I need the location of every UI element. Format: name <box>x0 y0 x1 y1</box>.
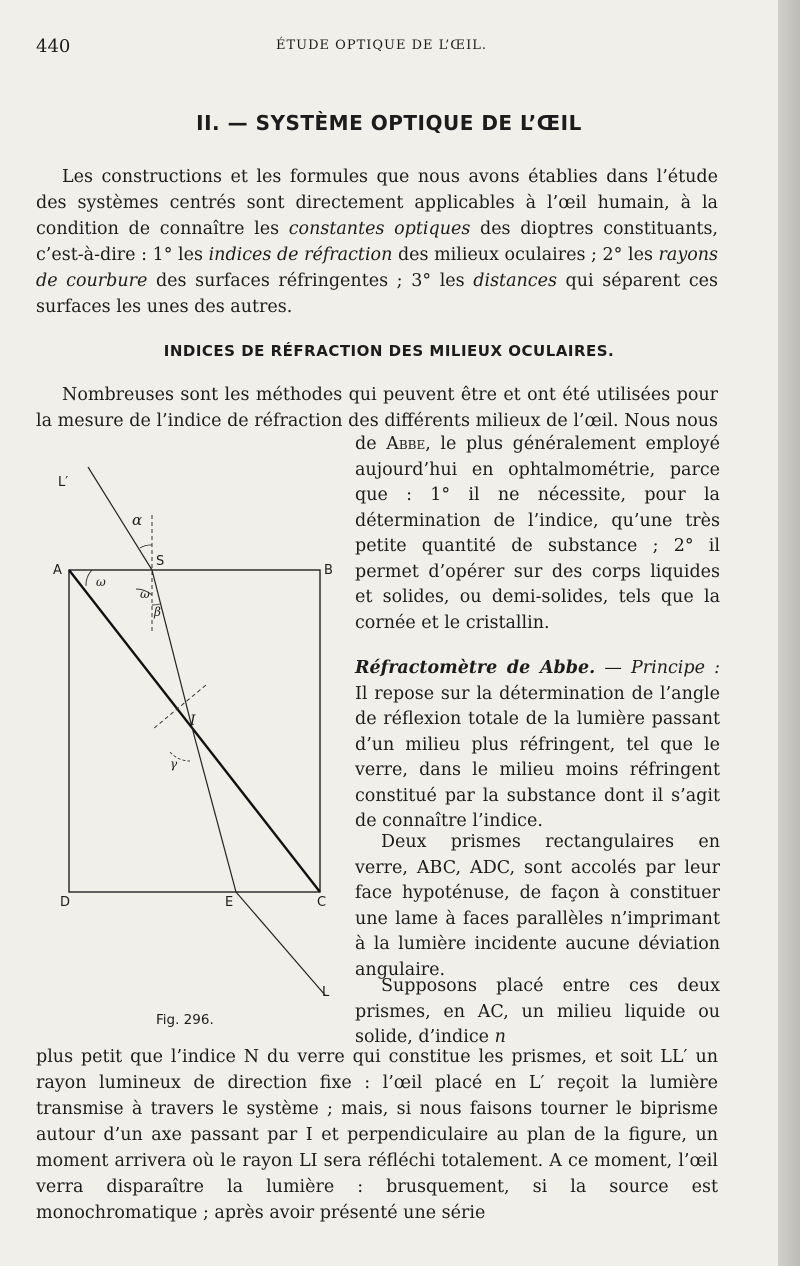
ray-E-L <box>236 892 325 995</box>
principle-paragraph: Réfractomètre de Abbe. — Principe : Il repose sur la détermination de l’angle de réflexion totale de la lumière passant d’un milieu plus réfringent, tel que le verre, dans le milieu moins réfringent constitué par la substance dont il s’agit de connaître l’indice. <box>355 658 720 831</box>
label-I: I <box>190 713 196 729</box>
label-beta: β <box>154 605 161 619</box>
label-L: L <box>322 985 330 1000</box>
angle-omega-arc <box>86 570 92 586</box>
section-paragraph-top: Nombreuses sont les méthodes qui peuvent être et ont été utilisées pour la mesure de l’indice de réfraction des différents milieux de l’œil. Nous nous <box>36 385 718 431</box>
figure-296 <box>40 455 340 1015</box>
label-A: A <box>53 563 62 578</box>
page-number: 440 <box>36 36 71 57</box>
intro-paragraph: Les constructions et les formules que nous avons établies dans l’étude des systèmes centrés sont directement applicables à l’œil humain, à la condition de connaître les constantes optiques des dioptres constituants, c’est-à-dire : 1° les indices de réfraction des milieux oculaires ; 2° les rayons de courbure des surfaces réfringentes ; 3° les distances qui séparent ces surfaces les unes des autres. <box>36 167 719 317</box>
page-header <box>36 32 736 62</box>
chapter-title: II. — SYSTÈME OPTIQUE DE L’ŒIL <box>196 111 582 135</box>
ray-L-prime-S <box>88 467 152 570</box>
ray-S-I <box>152 570 194 735</box>
page-edge <box>778 0 800 1266</box>
section-paragraph-continued: de Abbe, le plus généralement employé aujourd’hui en ophtalmométrie, parce que : 1° il ne nécessite, pour la détermination de l’indice, qu’une très petite quantité de substance ; 2° il permet d’opérer sur des corps liquides et solides, ou demi-solides, tels que la cornée et le cristallin. <box>355 434 720 633</box>
label-omega-2: ω <box>140 587 150 601</box>
figure-caption: Fig. 296. <box>156 1012 214 1028</box>
label-E: E <box>225 895 234 910</box>
angle-alpha-arc <box>140 545 152 548</box>
label-gamma: γ <box>170 757 178 771</box>
normal-at-I <box>153 685 207 728</box>
label-L-prime: L′ <box>58 475 69 490</box>
label-S: S <box>156 554 165 569</box>
label-B: B <box>324 563 333 578</box>
label-C: C <box>317 895 327 910</box>
label-alpha: α <box>132 511 143 529</box>
running-title: ÉTUDE OPTIQUE DE L’ŒIL. <box>276 38 487 53</box>
prisms-paragraph: Deux prismes rectangulaires en verre, ABC, ADC, sont accolés par leur face hypoténuse, de façon à constituer une lame à faces parallèles n’imprimant à la lumière incidente aucune déviation angulaire. <box>355 832 720 980</box>
suppose-paragraph-continued: plus petit que l’indice N du verre qui constitue les prismes, et soit LL′ un rayon lumineux de direction fixe : l’œil placé en L′ reçoit la lumière transmise à travers le système ; mais, si nous faisons tourner le biprisme autour d’un axe passant par I et perpendiculaire au plan de la figure, un moment arrivera où le rayon LI sera réfléchi totalement. A ce moment, l’œil verra disparaître la lumière : brusquement, si la source est monochromatique ; après avoir présenté une série <box>36 1047 718 1223</box>
hypotenuse-AC <box>69 570 320 892</box>
section-title: INDICES DE RÉFRACTION DES MILIEUX OCULAIRES. <box>163 342 615 360</box>
refractometer-diagram <box>40 455 340 1015</box>
label-omega-1: ω <box>96 575 106 589</box>
suppose-paragraph-start: Supposons placé entre ces deux prismes, en AC, un milieu liquide ou solide, d’indice n <box>355 976 720 1047</box>
label-D: D <box>60 895 71 910</box>
